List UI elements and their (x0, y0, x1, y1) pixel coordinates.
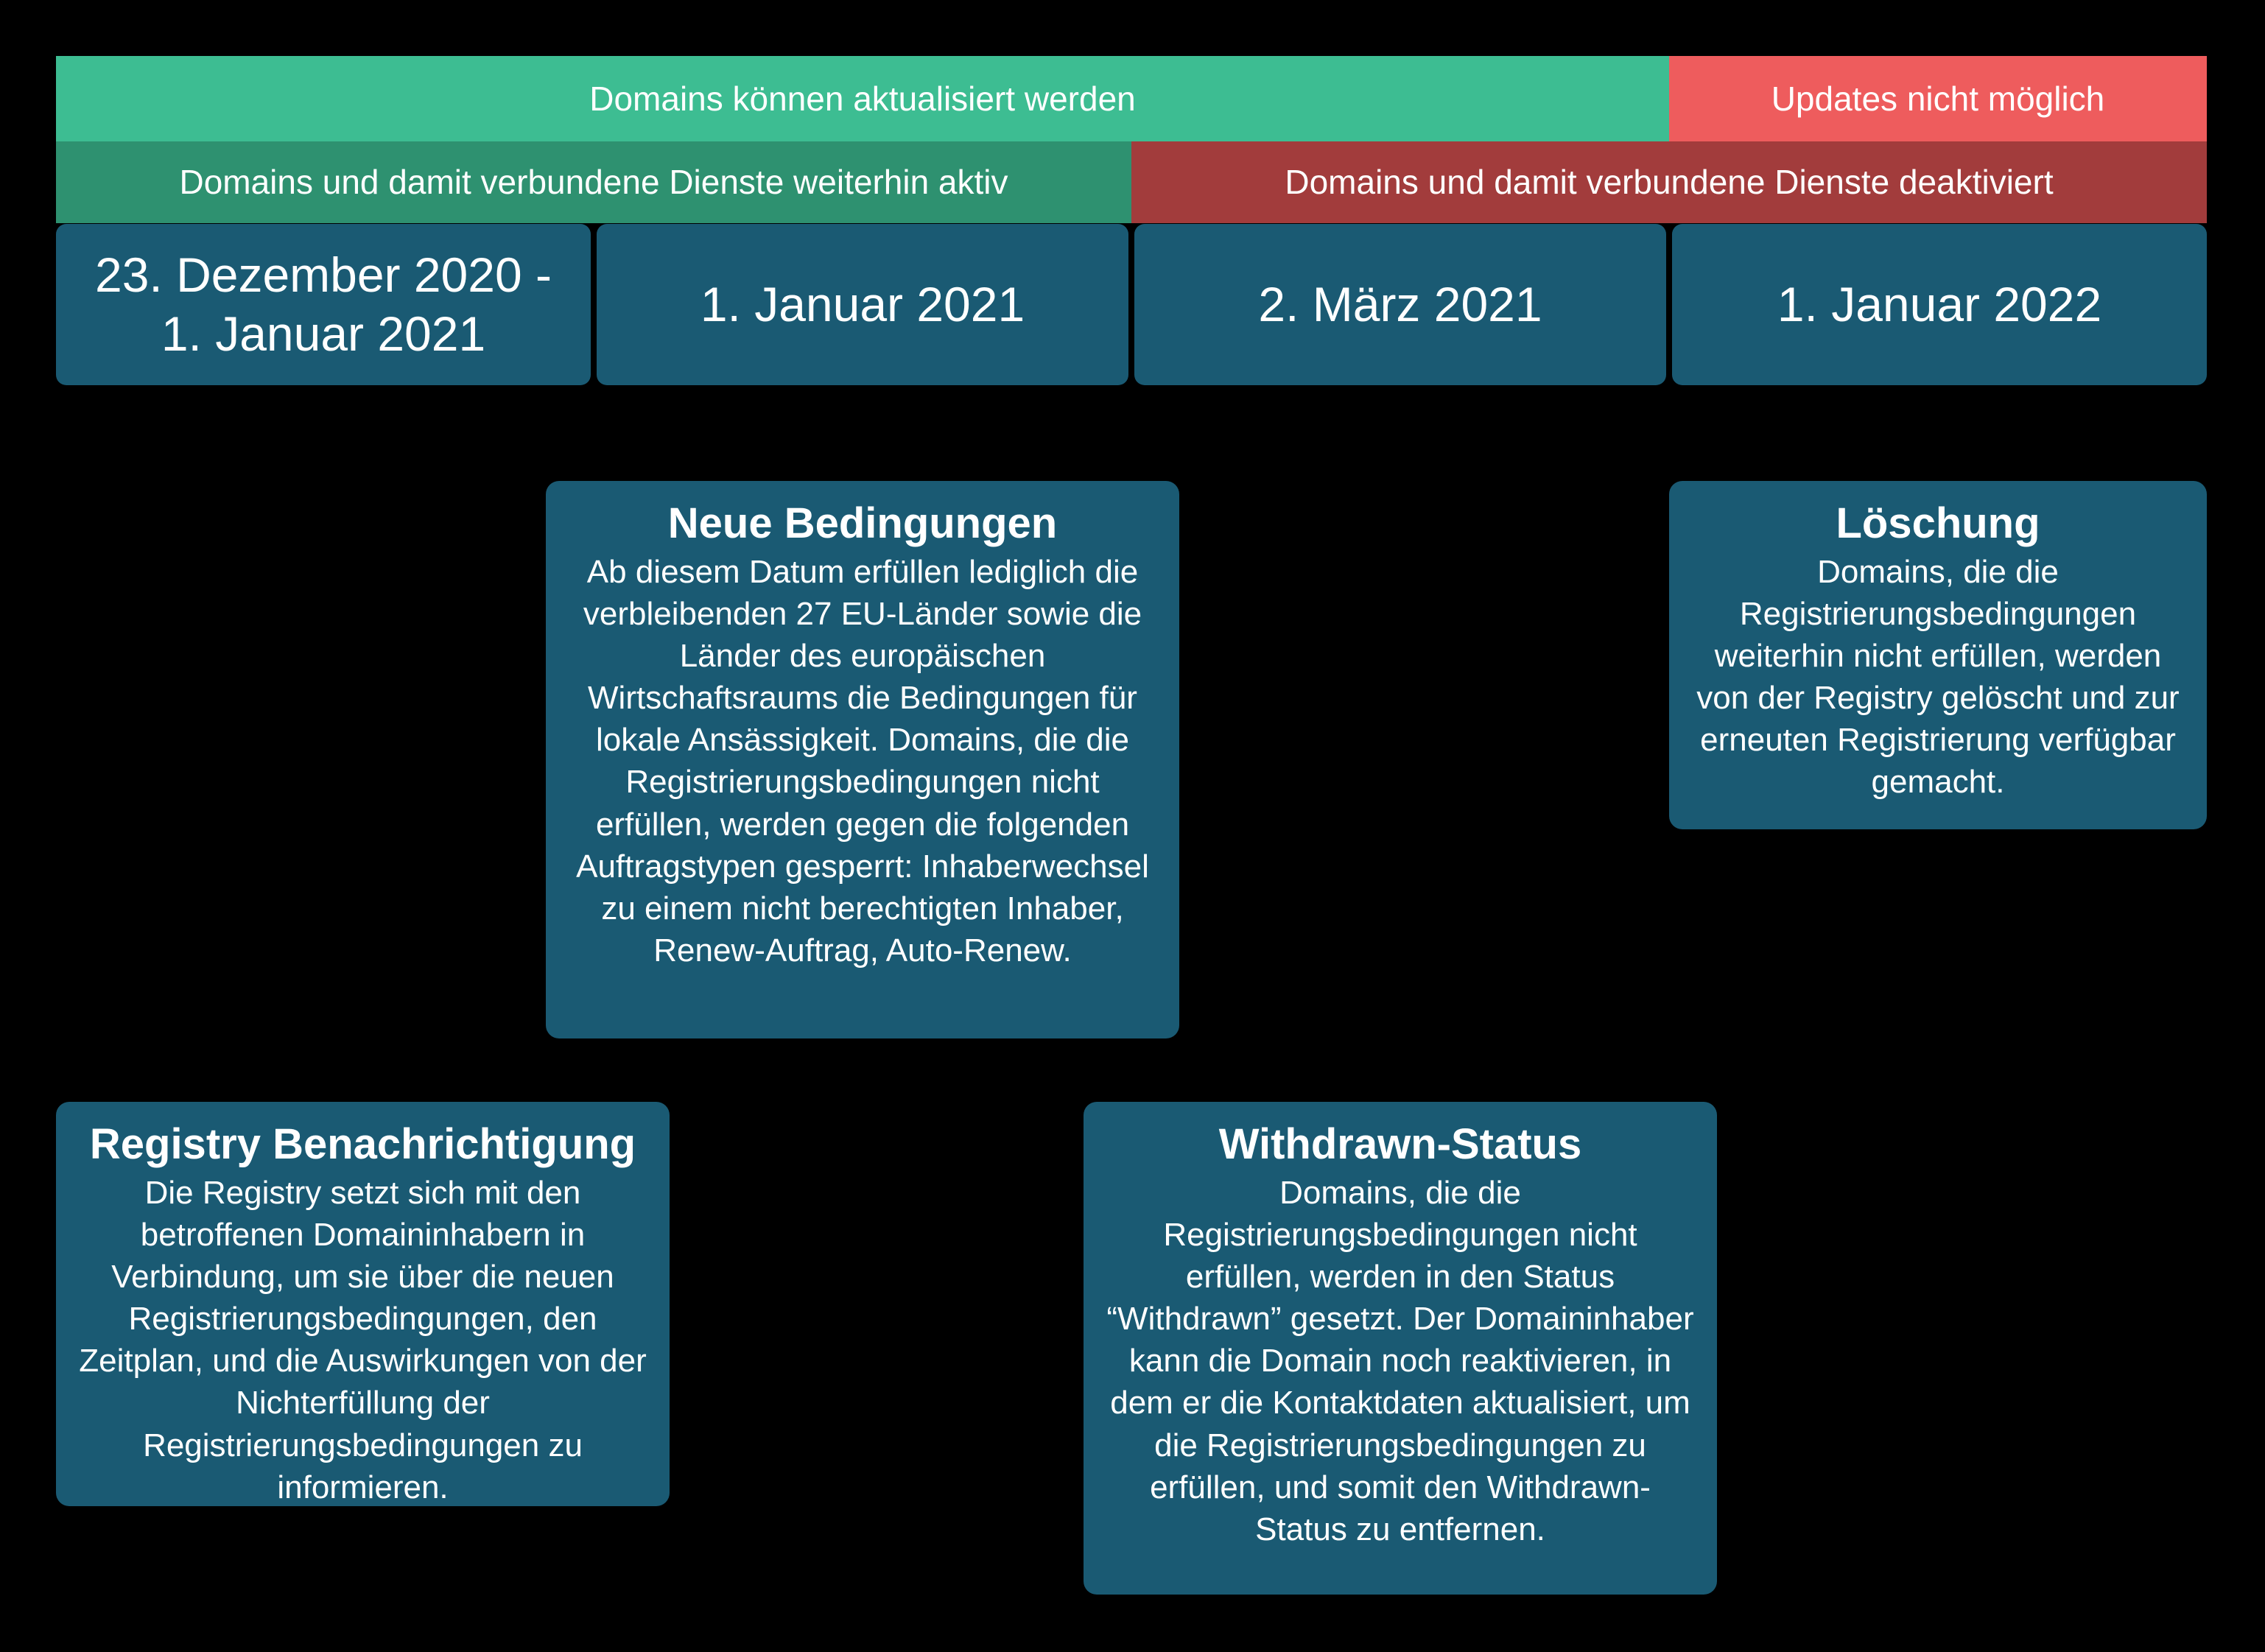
date-range-start-line1: 23. Dezember 2020 - (94, 247, 552, 303)
date-deletion-label: 1. Januar 2022 (1777, 276, 2102, 331)
callout-withdrawn-status-title: Withdrawn-Status (1218, 1120, 1582, 1168)
phase-bar-updates-not-possible (1669, 56, 2207, 141)
callout-registry-benachrichtigung (56, 1102, 670, 1506)
phase-bar-updates-possible-label: Domains können aktualisiert werden (589, 79, 1136, 118)
date-box-range-start (56, 224, 591, 385)
callout-registry-benachrichtigung-body: Die Registry setzt sich mit den betroffenen Domaininhabern in Verbindung, um sie über die neuen Registrierungsbedingungen, den Zeitplan, und die Auswirkungen von der Nichterfüllung der Registrierungsbedingungen zu informieren. (79, 1174, 647, 1505)
date-box-new-conditions (597, 224, 1128, 385)
callout-withdrawn-status-body: Domains, die die Registrierungsbedingungen nicht erfüllen, werden in den Status “Withdrawn” gesetzt. Der Domaininhaber kann die Domain noch reaktivieren, in dem er die Kontaktdaten aktualisiert, um die Registrierungsbedingungen zu erfüllen, und somit den Withdrawn-Status zu entfernen. (1106, 1174, 1694, 1547)
date-range-start-line2: 1. Januar 2021 (161, 306, 486, 361)
callout-registry-benachrichtigung-title: Registry Benachrichtigung (89, 1120, 636, 1168)
phase-bar-services-deactivated-label: Domains und damit verbundene Dienste deaktiviert (1285, 163, 2054, 202)
callout-loeschung-title: Löschung (1836, 499, 2040, 547)
phase-bar-services-active (56, 141, 1131, 223)
phase-bar-updates-possible (56, 56, 1669, 141)
date-box-deletion (1672, 224, 2207, 385)
callout-neue-bedingungen (546, 481, 1179, 1038)
date-new-conditions-label: 1. Januar 2021 (700, 276, 1025, 331)
phase-bar-services-deactivated (1131, 141, 2207, 223)
callout-neue-bedingungen-title: Neue Bedingungen (667, 499, 1058, 547)
callout-loeschung (1669, 481, 2207, 829)
phase-bar-services-active-label: Domains und damit verbundene Dienste weiterhin aktiv (179, 163, 1008, 202)
date-box-withdrawn (1134, 224, 1666, 385)
callout-neue-bedingungen-body: Ab diesem Datum erfüllen lediglich die verbleibenden 27 EU-Länder sowie die Länder des europäischen Wirtschaftsraums die Bedingungen für lokale Ansässigkeit. Domains, die die Registrierungsbedingungen nicht erfüllen, werden gegen die folgenden Auftragstypen gesperrt: Inhaberwechsel zu einem nicht berechtigten Inhaber, Renew-Auftrag, Auto-Renew. (576, 553, 1149, 969)
date-withdrawn-label: 2. März 2021 (1258, 276, 1542, 331)
callout-withdrawn-status (1084, 1102, 1717, 1595)
callout-loeschung-body: Domains, die die Registrierungsbedingungen weiterhin nicht erfüllen, werden von der Registry gelöscht und zur erneuten Registrierung verfügbar gemacht. (1696, 553, 2180, 801)
phase-bar-updates-not-possible-label: Updates nicht möglich (1771, 79, 2105, 118)
